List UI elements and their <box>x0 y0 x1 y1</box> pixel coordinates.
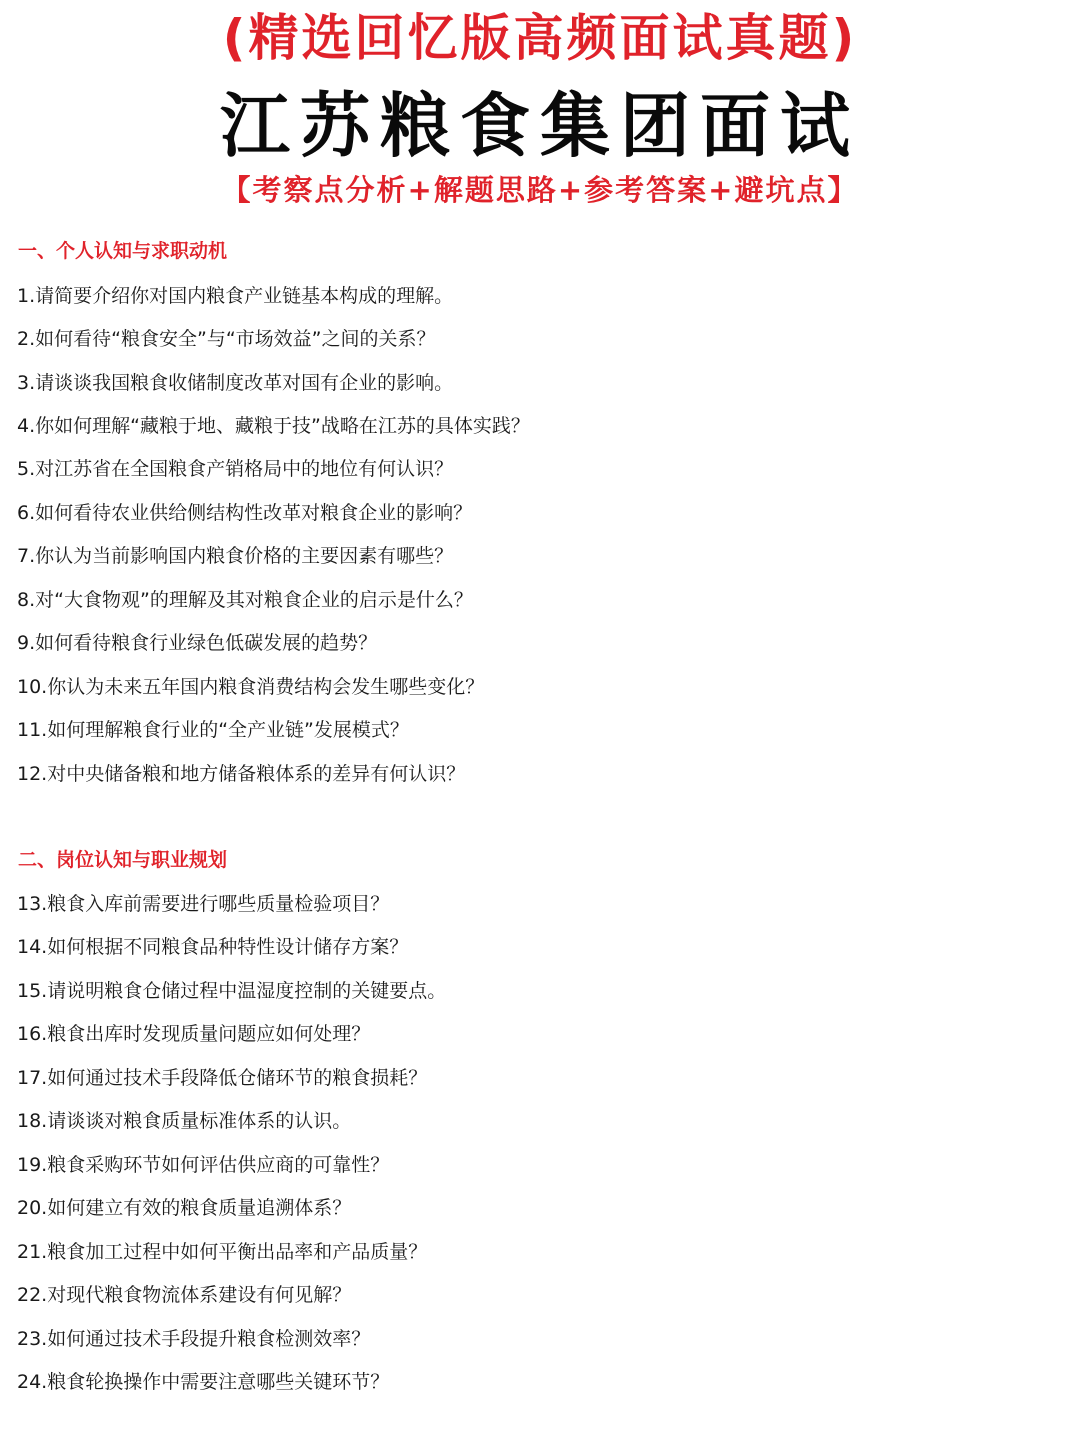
question-item: 13.粮食入库前需要进行哪些质量检验项目？ <box>17 893 390 915</box>
question-item: 24.粮食轮换操作中需要注意哪些关键环节？ <box>17 1371 390 1393</box>
question-item: 20.如何建立有效的粮食质量追溯体系？ <box>17 1197 352 1219</box>
question-item: 4.你如何理解“藏粮于地、藏粮于技”战略在江苏的具体实践？ <box>17 415 530 437</box>
question-item: 3.请谈谈我国粮食收储制度改革对国有企业的影响。 <box>17 372 454 394</box>
question-item: 6.如何看待农业供给侧结构性改革对粮食企业的影响？ <box>17 502 473 524</box>
section-heading: 一、个人认知与求职动机 <box>18 240 228 262</box>
question-item: 16.粮食出库时发现质量问题应如何处理？ <box>17 1023 371 1045</box>
subtitle-banner: (精选回忆版高频面试真题) <box>222 9 858 67</box>
section-heading: 二、岗位认知与职业规划 <box>18 849 228 871</box>
question-item: 22.对现代粮食物流体系建设有何见解？ <box>17 1284 352 1306</box>
tagline: 【考察点分析+解题思路+参考答案+避坑点】 <box>221 173 859 207</box>
question-item: 10.你认为未来五年国内粮食消费结构会发生哪些变化？ <box>17 676 485 698</box>
question-item: 17.如何通过技术手段降低仓储环节的粮食损耗？ <box>17 1067 428 1089</box>
question-item: 1.请简要介绍你对国内粮食产业链基本构成的理解。 <box>17 285 454 307</box>
question-item: 12.对中央储备粮和地方储备粮体系的差异有何认识？ <box>17 763 466 785</box>
question-item: 8.对“大食物观”的理解及其对粮食企业的启示是什么？ <box>17 589 473 611</box>
question-item: 5.对江苏省在全国粮食产销格局中的地位有何认识？ <box>17 458 454 480</box>
question-item: 9.如何看待粮食行业绿色低碳发展的趋势？ <box>17 632 378 654</box>
question-item: 21.粮食加工过程中如何平衡出品率和产品质量？ <box>17 1241 428 1263</box>
question-item: 18.请谈谈对粮食质量标准体系的认识。 <box>17 1110 352 1132</box>
question-item: 19.粮食采购环节如何评估供应商的可靠性？ <box>17 1154 390 1176</box>
question-item: 14.如何根据不同粮食品种特性设计储存方案？ <box>17 936 409 958</box>
question-item: 11.如何理解粮食行业的“全产业链”发展模式？ <box>17 719 409 741</box>
question-item: 2.如何看待“粮食安全”与“市场效益”之间的关系？ <box>17 328 436 350</box>
question-item: 7.你认为当前影响国内粮食价格的主要因素有哪些？ <box>17 545 454 567</box>
question-item: 23.如何通过技术手段提升粮食检测效率？ <box>17 1328 371 1350</box>
page-title: 江苏粮食集团面试 <box>220 85 860 167</box>
question-item: 15.请说明粮食仓储过程中温湿度控制的关键要点。 <box>17 980 447 1002</box>
